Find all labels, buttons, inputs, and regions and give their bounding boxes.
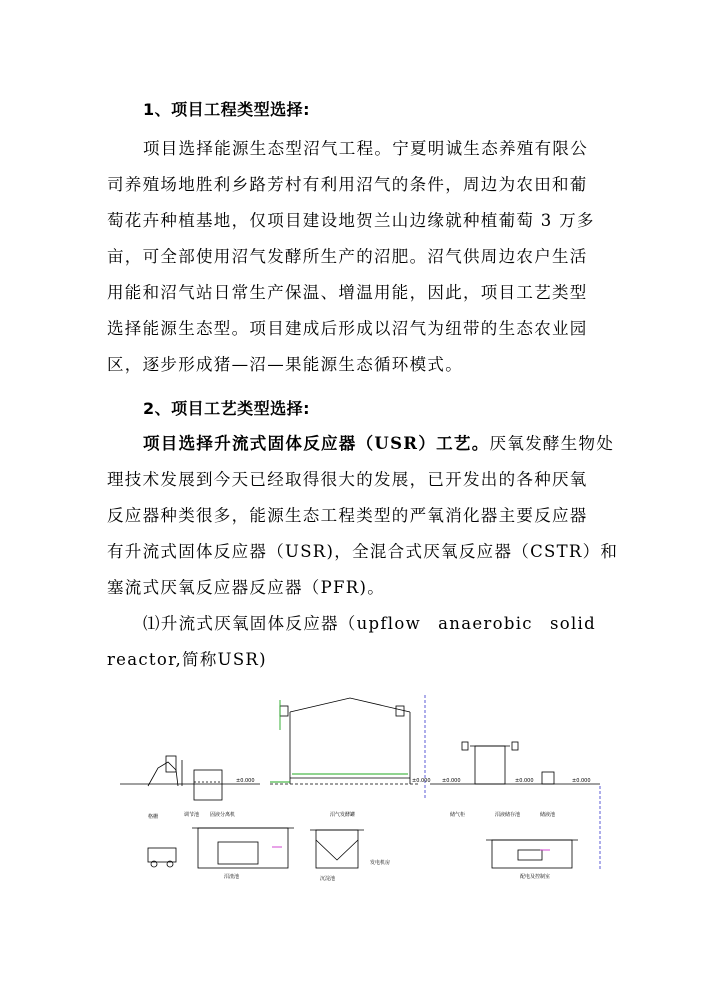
paragraph-line: 反应器种类很多，能源生态工程类型的严氧消化器主要反应器 <box>107 506 588 525</box>
item-line-1 <box>143 614 596 634</box>
section-2-heading: 2、项目工艺类型选择: <box>143 399 311 418</box>
paragraph-line: 司养殖场地胜利乡路芳村有利用沼气的条件，周边为农田和葡 <box>107 175 588 194</box>
paragraph-line-lead <box>143 434 614 454</box>
label-sediment-pool: 沉淀池 <box>320 876 336 882</box>
elevation-1: ±0.000 <box>236 778 255 784</box>
label-liquid-storage: 沼液储存池 <box>495 812 521 818</box>
label-generator: 发电机房 <box>370 860 391 866</box>
paragraph-line: 萄花卉种植基地，仅项目建设地贺兰山边缘就种植葡萄 3 万多 <box>107 211 595 230</box>
item-part-1: ⑴升流式厌氧固体反应器（upflow <box>143 614 422 633</box>
lead-rest-text: 厌氧发酵生物处 <box>489 434 615 453</box>
elevation-5: ±0.000 <box>572 778 591 784</box>
label-residue-pool: 沼渣池 <box>224 874 240 880</box>
paragraph-line: 用能和沼气站日常生产保温、增温用能，因此，项目工艺类型 <box>107 283 588 302</box>
paragraph-line: 塞流式厌氧反应器反应器（PFR)。 <box>107 578 386 597</box>
paragraph-line: 选择能源生态型。项目建成后形成以沼气为纽带的生态农业园 <box>107 319 588 338</box>
lead-bold-text: 项目选择升流式固体反应器（USR）工艺。 <box>143 434 490 453</box>
item-line-2: reactor,简称USR) <box>107 650 267 669</box>
paragraph-line: 有升流式固体反应器（USR)，全混合式厌氧反应器（CSTR）和 <box>107 542 619 561</box>
process-flow-diagram <box>120 690 610 890</box>
item-part-2: anaerobic <box>438 614 533 633</box>
label-control-room: 配电及控制室 <box>520 874 551 880</box>
elevation-2: ±0.000 <box>412 778 431 784</box>
label-storage-pool: 储液池 <box>540 812 556 818</box>
paragraph-line: 区，逐步形成猪—沼—果能源生态循环模式。 <box>107 355 463 374</box>
section-1-heading: 1、项目工程类型选择: <box>143 100 311 119</box>
label-gasholder: 储气柜 <box>450 812 466 818</box>
item-part-3: solid <box>549 614 596 633</box>
paragraph-line: 亩，可全部使用沼气发酵所生产的沼肥。沼气供周边农户生活 <box>107 247 588 266</box>
paragraph-line: 理技术发展到今天已经取得很大的发展，已开发出的各种厌氧 <box>107 470 588 489</box>
label-separator: 固液分离机 <box>210 812 236 818</box>
label-digester: 沼气发酵罐 <box>330 812 356 818</box>
paragraph-line: 项目选择能源生态型沼气工程。宁夏明诚生态养殖有限公 <box>143 139 588 158</box>
label-adjust-pool: 调节池 <box>184 812 200 818</box>
label-grid: 格栅 <box>148 814 159 820</box>
elevation-3: ±0.000 <box>442 778 461 784</box>
elevation-4: ±0.000 <box>515 778 534 784</box>
